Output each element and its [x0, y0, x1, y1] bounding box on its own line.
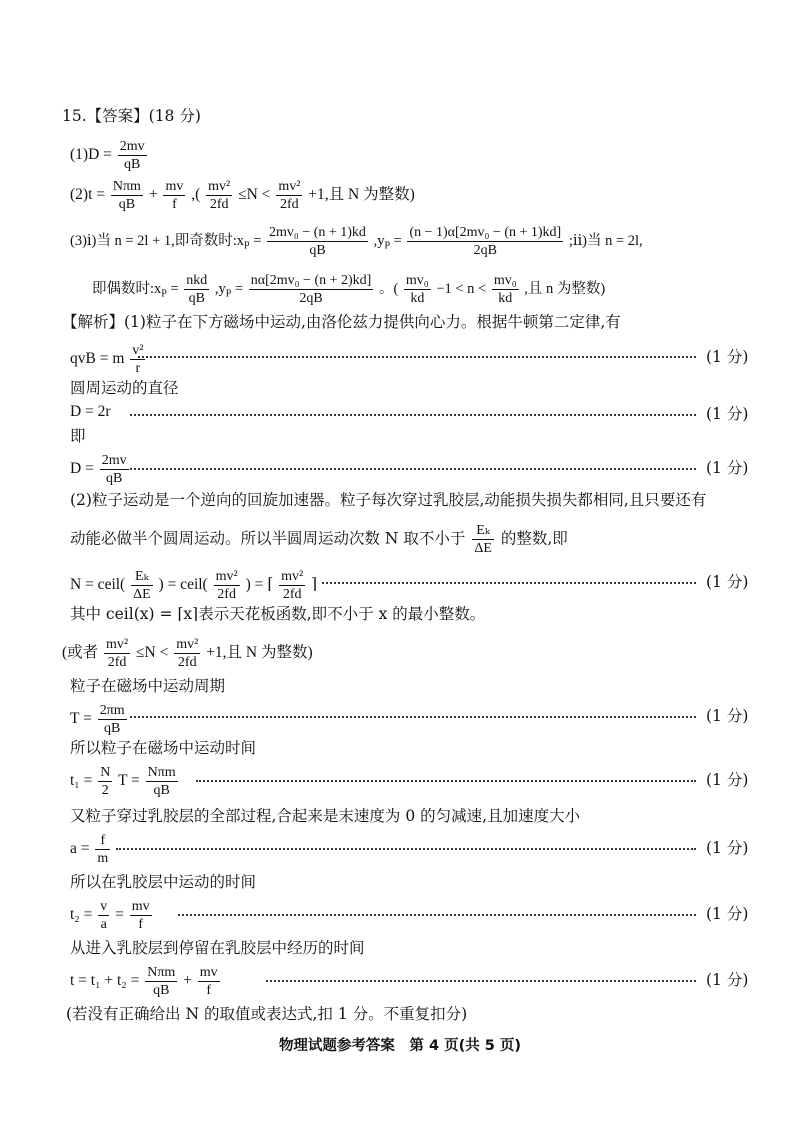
fraction: $\frac{\text{Nπm}}{qB}$	[112, 179, 141, 212]
or-condition: (或者 $\frac{\text{mv²}}{2fd}$ ≤N < $\frac{\text{mv²}}{2fd}$ +1,且 N 为整数)	[62, 637, 313, 670]
text-time-magnetic: 所以粒子在磁场中运动时间	[70, 739, 257, 757]
fraction: $\frac{\text{nkd}}{qB}$	[186, 273, 208, 306]
part2-line1: (2)粒子运动是一个逆向的回旋加速器。粒子每次穿过乳胶层,动能损失损失都相同,且只要还有	[70, 491, 707, 509]
fraction: $\frac{mv}{f}$	[199, 965, 218, 998]
dot-leader	[130, 716, 696, 718]
dot-leader	[138, 356, 696, 358]
fraction: $\frac{\text{Nπm}}{qB}$	[147, 965, 176, 998]
text-diameter: 圆周运动的直径	[70, 379, 179, 397]
fraction: $\frac{mv}{f}$	[165, 179, 184, 212]
dot-leader	[130, 468, 696, 470]
dot-leader	[116, 848, 696, 850]
fraction: $\frac{\text{Eₖ}}{\Delta E}$	[133, 569, 151, 602]
answer-1: (1)D = $\frac{2mv}{qB}$	[70, 139, 145, 172]
fraction: $\frac{\text{mv₀}}{kd}$	[405, 273, 429, 306]
fraction: $\frac{N}{2}$	[100, 765, 111, 798]
fraction: $\frac{2mv}{qB}$	[119, 139, 145, 172]
fraction: $\frac{\text{2mv₀ − (n + 1)kd}}{qB}$	[269, 225, 366, 258]
text-deceleration: 又粒子穿过乳胶层的全部过程,合起来是末速度为 0 的匀减速,且加速度大小	[70, 807, 581, 825]
fraction: $\frac{\text{mv²}}{2fd}$	[106, 637, 129, 670]
fraction: $\frac{\text{mv²}}{2fd}$	[176, 637, 199, 670]
text-ji: 即	[70, 427, 86, 445]
fraction: $\frac{\text{mv²}}{2fd}$	[281, 569, 304, 602]
dot-leader	[266, 980, 696, 982]
question-title: 15.【答案】(18 分)	[62, 107, 201, 125]
ceil-note: 其中 ceil(x) = ⌈x⌉表示天花板函数,即不小于 x 的最小整数。	[70, 605, 486, 623]
dot-leader	[196, 780, 696, 782]
score-label: (1 分)	[706, 707, 749, 725]
score-label: (1 分)	[706, 771, 749, 789]
score-label: (1 分)	[706, 905, 749, 923]
score-label: (1 分)	[706, 839, 749, 857]
score-label: (1 分)	[706, 971, 749, 989]
fraction: $\frac{\text{Eₖ}}{\Delta E}$	[474, 523, 492, 556]
score-label: (1 分)	[706, 405, 749, 423]
fraction: $\frac{f}{m}$	[97, 833, 109, 866]
answer-3-even: 即偶数时$:x_P$ = $\frac{\text{nkd}}{qB}$ $,y_P$ = $\frac{\text{nα[2mv₀ − (n + 2)kd]}}{2qB}$ 。( $\frac{\text{mv₀}}{kd}$ −1 < n < $\frac{\text{mv₀}}{kd}$ ,且 n 为整数)	[92, 273, 606, 306]
dot-leader	[130, 414, 696, 416]
part2-line2: 动能必做半个圆周运动。所以半圆周运动次数 N 取不小于 $\frac{\text{Eₖ}}{\Delta E}$ 的整数,即	[70, 523, 568, 556]
answer-3-odd: (3)ⅰ)当 n = 2l + 1,即奇数时$:x_P$ = $\frac{\text{2mv₀ − (n + 1)kd}}{qB}$ $,y_P$ = $\frac{\text{(n − 1)α[2mv₀ − (n + 1)kd]}}{2qB}$ ;ⅱ)当 n = 2l,	[70, 225, 643, 258]
dot-leader	[178, 914, 696, 916]
fraction: $\frac{2\pi m}{qB}$	[99, 703, 125, 736]
dot-leader	[322, 582, 696, 584]
score-label: (1 分)	[706, 573, 749, 591]
equation-t2: t₂ = $\frac{v}{a}$ = $\frac{mv}{f}$	[70, 899, 150, 932]
equation-diameter: D = 2r	[70, 403, 111, 420]
equation-acceleration: a = $\frac{f}{m}$	[70, 833, 109, 866]
fraction: $\frac{\text{Nπm}}{qB}$	[147, 765, 176, 798]
text-period: 粒子在磁场中运动周期	[70, 677, 226, 695]
fraction: $\frac{mv}{f}$	[131, 899, 150, 932]
fraction: $\frac{2mv}{qB}$	[101, 453, 127, 486]
text-total-time: 从进入乳胶层到停留在乳胶层中经历的时间	[70, 939, 365, 957]
equation-total-time: t = t₁ + t₂ = $\frac{\text{Nπm}}{qB}$ + $\frac{mv}{f}$	[70, 965, 218, 998]
fraction: $\frac{v}{a}$	[100, 899, 108, 932]
score-label: (1 分)	[706, 459, 749, 477]
page-footer: 物理试题参考答案 第 4 页(共 5 页)	[278, 1038, 522, 1054]
fraction: $\frac{\text{(n − 1)α[2mv₀ − (n + 1)kd]}}{2qB}$	[409, 225, 562, 258]
fraction: $\frac{\text{mv²}}{2fd}$	[208, 179, 231, 212]
fraction: $\frac{\text{mv₀}}{kd}$	[493, 273, 517, 306]
equation-period: T = $\frac{2\pi m}{qB}$	[70, 703, 125, 736]
equation-t1: t₁ = $\frac{N}{2}$ T = $\frac{\text{Nπm}}{qB}$	[70, 765, 176, 798]
equation-ceil: N = ceil( $\frac{\text{Eₖ}}{\Delta E}$ ) = ceil( $\frac{\text{mv²}}{2fd}$ ) = ⌈ $\frac{\text{mv²}}{2fd}$ ⌉	[70, 569, 318, 602]
analysis-intro: 【解析】(1)粒子在下方磁场中运动,由洛伦兹力提供向心力。根据牛顿第二定律,有	[62, 313, 621, 331]
text-time-layer: 所以在乳胶层中运动的时间	[70, 873, 257, 891]
score-label: (1 分)	[706, 348, 749, 366]
fraction: $\frac{\text{v²}}{r}$	[132, 343, 144, 376]
fraction: $\frac{\text{mv²}}{2fd}$	[278, 179, 301, 212]
equation-d: D = $\frac{2mv}{qB}$	[70, 453, 127, 486]
answer-2: (2)t = $\frac{\text{Nπm}}{qB}$ + $\frac{mv}{f}$ ,( $\frac{\text{mv²}}{2fd}$ ≤N < $\frac{\text{mv²}}{2fd}$ +1,且 N 为整数)	[70, 179, 415, 212]
fraction: $\frac{\text{nα[2mv₀ − (n + 2)kd]}}{2qB}$	[250, 273, 372, 306]
equation-lorentz: qvB = m $\frac{\text{v²}}{r}$	[70, 343, 144, 376]
deduction-note: (若没有正确给出 N 的取值或表达式,扣 1 分。不重复扣分)	[66, 1005, 468, 1023]
fraction: $\frac{\text{mv²}}{2fd}$	[215, 569, 238, 602]
